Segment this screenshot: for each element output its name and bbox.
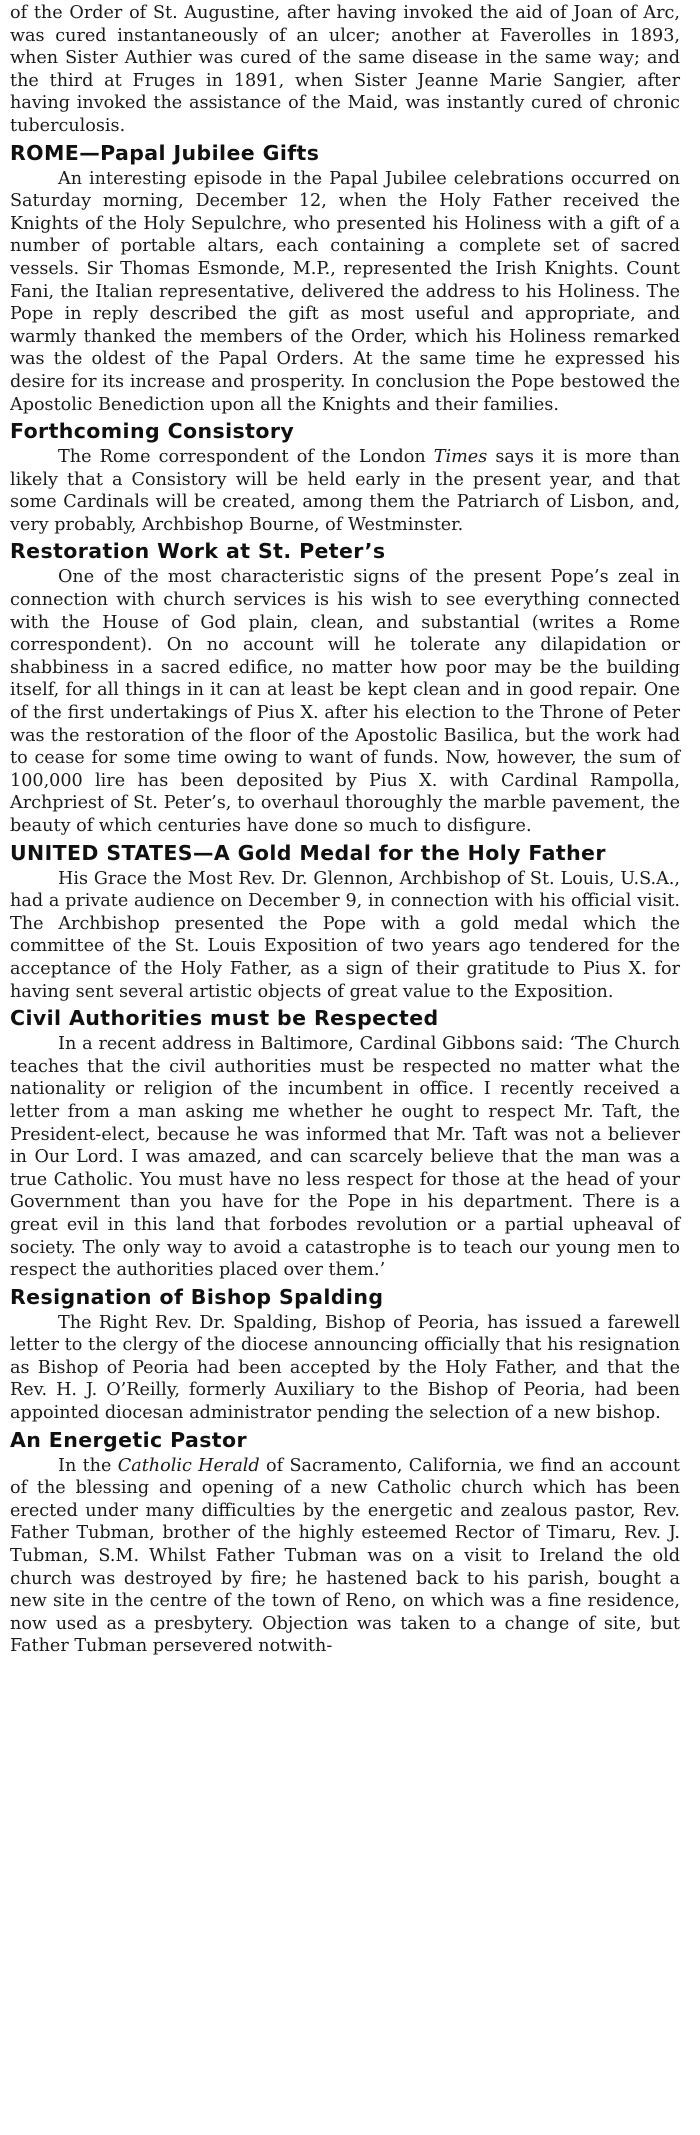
article-joan-of-arc-cures [10,2,680,138]
article-heading: Forthcoming Consistory [10,419,295,444]
article-gold-medal [10,840,680,1004]
article-paragraph: of the Order of St. Augustine, after having invoked the aid of Joan of Arc, was cured instantaneously of an ulcer; another at Faverolles in 1893, when Sister Authier was cured of the same disease in the same way; and the third at Fruges in 1891, when Sister Jeanne Marie Sangier, after having invoked the assistance of the Maid, was instantly cured of chronic tuberculosis. [10,3,680,136]
article-paragraph: In a recent address in Baltimore, Cardinal Gibbons said: ‘The Church teaches that the civil authorities must be respected no matter what the nationality or religion of the incumbent in office. I recently received a letter from a man asking me whether he ought to respect Mr. Taft, the President-elect, because he was informed that Mr. Taft was not a believer in Our Lord. I was amazed, and can scarcely believe that the man was a true Catholic. You must have no less respect for those at the head of your Government than you have for the Pope in his department. There is a great evil in this land that forbodes revolution or a partial upheaval of society. The only way to avoid a catastrophe is to teach our young men to respect the authorities placed over them.’ [10,1034,680,1281]
article-papal-jubilee-gifts [10,140,680,417]
article-energetic-pastor [10,1427,680,1658]
article-heading: UNITED STATES—A Gold Medal for the Holy Father [10,840,606,865]
article-restoration-st-peters [10,538,680,837]
article-paragraph: One of the most characteristic signs of the present Pope’s zeal in connection with church services is his wish to see everything connected with the House of God plain, clean, and substantial (writes a Rome correspondent). On no account will he tolerate any dilapidation or shabbiness in a sacred edifice, no matter how poor may be the building itself, for all things in it can at least be kept clean and in good repair. One of the first undertakings of Pius X. after his election to the Throne of Peter was the restoration of the floor of the Apostolic Basilica, but the work had to cease for some time owing to want of funds. Now, however, the sum of 100,000 lire has been deposited by Pius X. with Cardinal Rampolla, Archpriest of St. Peter’s, to overhaul thoroughly the marble pavement, the beauty of which centuries have done so much to disfigure. [10,567,680,836]
article-paragraph: An interesting episode in the Papal Jubilee celebrations occurred on Saturday morning, December 12, when the Holy Father received the Knights of the Holy Sepulchre, who presented his Holiness with a gift of a number of portable altars, each containing a complete set of sacred vessels. Sir Thomas Esmonde, M.P., represented the Irish Knights. Count Fani, the Italian representative, delivered the address to his Holiness. The Pope in reply described the gift as most useful and appropriate, and warmly thanked the members of the Order, which his Holiness remarked was the oldest of the Papal Orders. At the same time he expressed his desire for its increase and prosperity. In conclusion the Pope bestowed the Apostolic Benediction upon all the Knights and their families. [10,168,680,415]
article-heading: Civil Authorities must be Respected [10,1006,439,1031]
article-civil-authorities [10,1005,680,1282]
article-heading: Restoration Work at St. Peter’s [10,539,386,564]
article-heading: An Energetic Pastor [10,1427,248,1452]
article-heading: ROME—Papal Jubilee Gifts [10,140,320,165]
article-paragraph: The Right Rev. Dr. Spalding, Bishop of Peoria, has issued a farewell letter to the clergy of the diocese announcing officially that his resignation as Bishop of Peoria had been accepted by the Holy Father, and that the Rev. H. J. O’Reilly, formerly Auxiliary to the Bishop of Peoria, had been appointed diocesan administrator pending the selection of a new bishop. [10,1312,680,1424]
article-paragraph: In the Catholic Herald of Sacramento, California, we find an account of the blessing and opening of a new Catholic church which has been erected under many difficulties by the energetic and zealous pastor, Rev. Father Tubman, brother of the highly esteemed Rector of Timaru, Rev. J. Tubman, S.M. Whilst Father Tubman was on a visit to Ireland the old church was destroyed by fire; he hastened back to his parish, bought a new site in the centre of the town of Reno, on which was a fine residence, now used as a presbytery. Objection was taken to a change of site, but Father Tubman persevered notwith- [10,1455,680,1657]
article-forthcoming-consistory [10,418,680,536]
article-heading: Resignation of Bishop Spalding [10,1284,384,1309]
article-paragraph: The Rome correspondent of the London Times says it is more than likely that a Consistory will be held early in the present year, and that some Cardinals will be created, among them the Patriarch of Lisbon, and, very probably, Archbishop Bourne, of Westminster. [10,447,680,535]
article-paragraph: His Grace the Most Rev. Dr. Glennon, Archbishop of St. Louis, U.S.A., had a private audience on December 9, in connection with his official visit. The Archbishop presented the Pope with a gold medal which the committee of the St. Louis Exposition of two years ago tendered for the acceptance of the Holy Father, as a sign of their gratitude to Pius X. for having sent several artistic objects of great value to the Exposition. [10,868,680,1002]
article-bishop-spalding [10,1284,680,1425]
